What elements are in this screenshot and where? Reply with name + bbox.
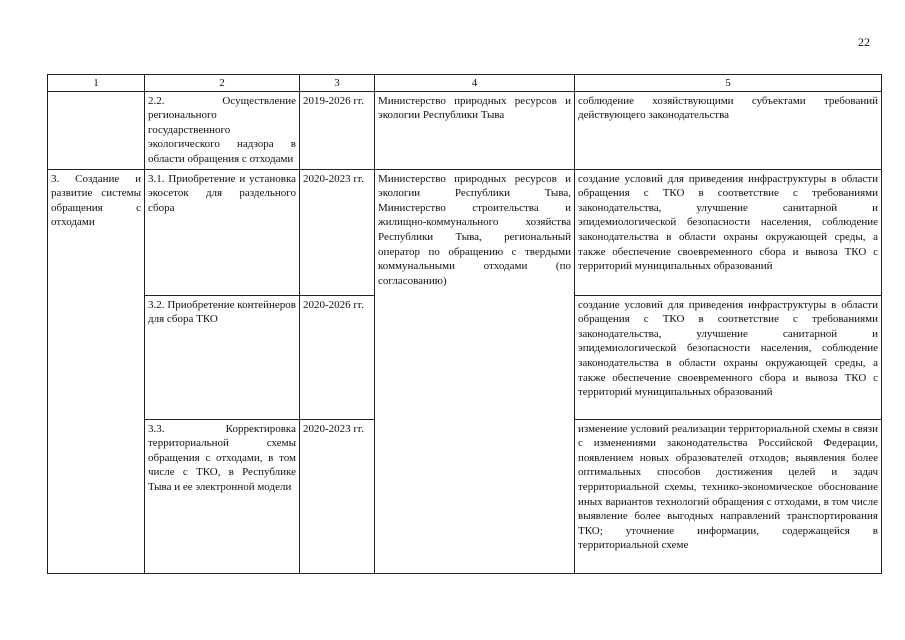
task-cell: 3.3. Корректировка территориальной схемы обращения с отходами, в том числе с ТКО, в Республике Тыва и ее электронной модели bbox=[145, 419, 300, 573]
page-number: 22 bbox=[858, 35, 870, 49]
header-col-5: 5 bbox=[575, 75, 882, 92]
period-cell: 2019-2026 гг. bbox=[300, 91, 375, 169]
table-row bbox=[48, 91, 882, 169]
task-cell: 3.1. Приобретение и установка экосеток для раздельного сбора bbox=[145, 169, 300, 295]
result-cell: изменение условий реализации территориальной схемы в связи с изменениями законодательства Российской Федерации, появлением новых образователей отходов; выявления более оптимальных способов достижения целей и задач территориальной схемы, технико-экономическое обоснование иных вариантов технологий обращения с отходами, в том числе выявление более выгодных направлений транспортирования ТКО; уточнение информации, содержащейся в территориальной схеме bbox=[575, 419, 882, 573]
header-col-3: 3 bbox=[300, 75, 375, 92]
result-cell: создание условий для приведения инфраструктуры в области обращения с ТКО в соответствие с требованиями законодательства, улучшение санитарной и эпидемиологической безопасности населения, соблюдение законодательства в области охраны окружающей среды, а также обеспечение своевременного сбора и вывоза ТКО с территорий муниципальных образований bbox=[575, 295, 882, 419]
header-col-4: 4 bbox=[375, 75, 575, 92]
task-cell: 2.2. Осуществление регионального государственного экологического надзора в области обращения с отходами bbox=[145, 91, 300, 169]
header-col-1: 1 bbox=[48, 75, 145, 92]
period-cell: 2020-2023 гг. bbox=[300, 419, 375, 573]
period-cell: 2020-2026 гг. bbox=[300, 295, 375, 419]
direction-cell-empty bbox=[48, 91, 145, 169]
result-cell: создание условий для приведения инфраструктуры в области обращения с ТКО в соответствие с требованиями законодательства, улучшение санитарной и эпидемиологической безопасности населения, соблюдение законодательства в области охраны окружающей среды, а также обеспечение своевременного сбора и вывоза ТКО с территорий муниципальных образований bbox=[575, 169, 882, 295]
measures-table bbox=[47, 74, 882, 574]
executor-cell: Министерство природных ресурсов и экологии Республики Тыва, Министерство строительства и жилищно-коммунального хозяйства Республики Тыва, региональный оператор по обращению с твердыми коммунальными отходами (по согласованию) bbox=[375, 169, 575, 573]
period-cell: 2020-2023 гг. bbox=[300, 169, 375, 295]
task-cell: 3.2. Приобретение контейнеров для сбора ТКО bbox=[145, 295, 300, 419]
executor-cell: Министерство природных ресурсов и экологии Республики Тыва bbox=[375, 91, 575, 169]
header-col-2: 2 bbox=[145, 75, 300, 92]
direction-cell: 3. Создание и развитие системы обращения с отходами bbox=[48, 169, 145, 573]
table-row bbox=[48, 169, 882, 295]
result-cell: соблюдение хозяйствующими субъектами требований действующего законодательства bbox=[575, 91, 882, 169]
table-header-row bbox=[48, 75, 882, 92]
